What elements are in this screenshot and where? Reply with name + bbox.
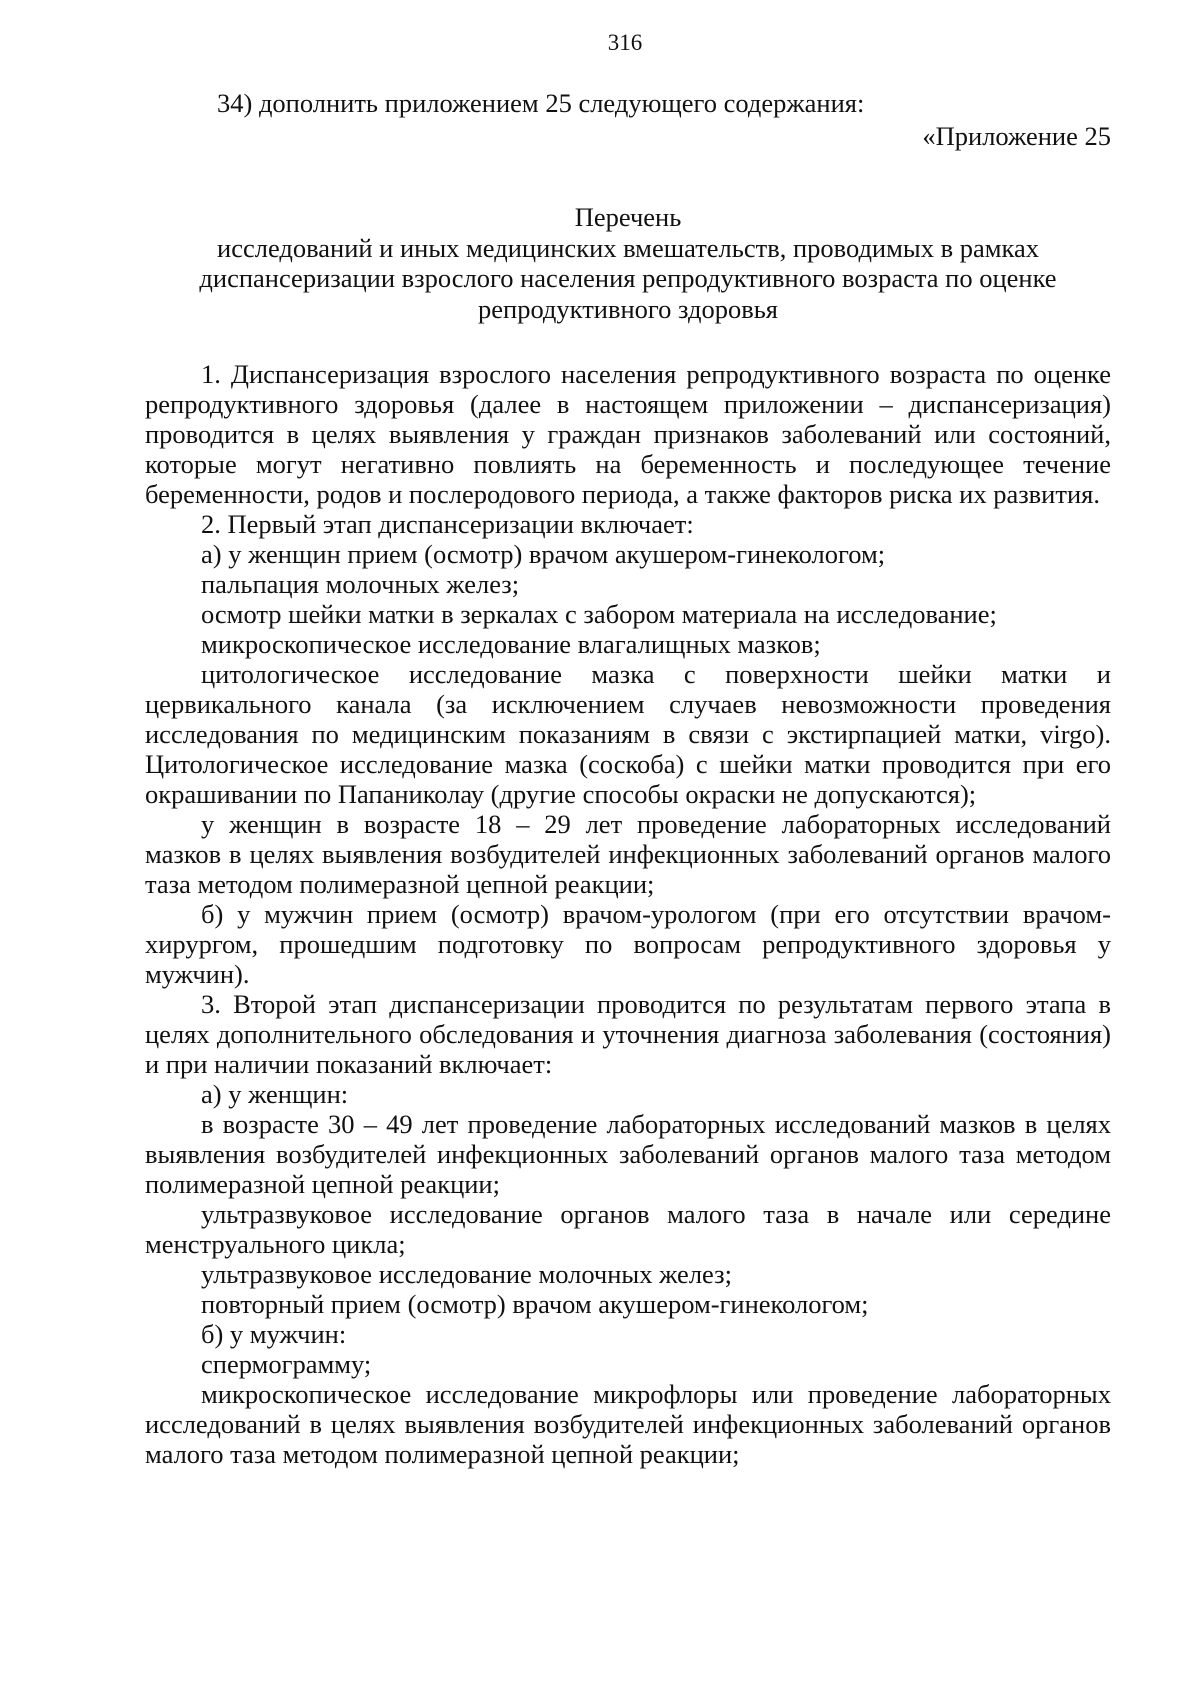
paragraph-3b: б) у мужчин: (201, 1319, 347, 1349)
list-item: спермограмму; (201, 1349, 372, 1379)
document-content (145, 88, 1111, 1469)
amendment-intro: 34) дополнить приложением 25 следующего содержания: (217, 88, 865, 118)
title-subheading: исследований и иных медицинских вмешательств, проводимых в рамках диспансеризации взрослого населения репродуктивного возраста по оценке репродуктивного здоровья (199, 232, 1057, 324)
list-item: в возрасте 30 – 49 лет проведение лабораторных исследований мазков в целях выявления возбудителей инфекционных заболеваний органов малого таза методом полимеразной цепной реакции; (145, 1109, 1111, 1199)
list-item: повторный прием (осмотр) врачом акушером-гинекологом; (201, 1289, 869, 1319)
list-item: ультразвуковое исследование молочных желез; (201, 1259, 732, 1289)
paragraph-1: 1. Диспансеризация взрослого населения репродуктивного возраста по оценке репродуктивного здоровья (далее в настоящем приложении – диспансеризация) проводится в целях выявления у граждан признаков заболеваний или состояний, которые могут негативно повлиять на беременность и последующее течение беременности, родов и послеродового периода, а также факторов риска их развития. (145, 359, 1111, 509)
paragraph-3: 3. Второй этап диспансеризации проводится по результатам первого этапа в целях дополнительного обследования и уточнения диагноза заболевания (состояния) и при наличии показаний включает: (145, 989, 1111, 1079)
title-heading: Перечень (574, 202, 682, 232)
list-item: у женщин в возрасте 18 – 29 лет проведение лабораторных исследований мазков в целях выявления возбудителей инфекционных заболеваний органов малого таза методом полимеразной цепной реакции; (145, 809, 1111, 899)
paragraph-2a: а) у женщин прием (осмотр) врачом акушером-гинекологом; (201, 539, 886, 569)
appendix-label: «Приложение 25 (922, 121, 1111, 151)
paragraph-2b: б) у мужчин прием (осмотр) врачом-урологом (при его отсутствии врачом-хирургом, прошедшим подготовку по вопросам репродуктивного здоровья у мужчин). (145, 899, 1111, 989)
body-text (145, 359, 1111, 1469)
list-item: ультразвуковое исследование органов малого таза в начале или середине менструального цикла; (145, 1199, 1111, 1259)
list-item: микроскопическое исследование микрофлоры или проведение лабораторных исследований в целях выявления возбудителей инфекционных заболеваний органов малого таза методом полимеразной цепной реакции; (145, 1379, 1111, 1469)
list-item: цитологическое исследование мазка с поверхности шейки матки и цервикального канала (за исключением случаев невозможности проведения исследования по медицинским показаниям в связи с экстирпацией матки, virgo). Цитологическое исследование мазка (соскоба) с шейки матки проводится при его окрашивании по Папаниколау (другие способы окраски не допускаются); (145, 659, 1111, 809)
list-item: пальпация молочных желез; (201, 569, 520, 599)
paragraph-2: 2. Первый этап диспансеризации включает: (201, 509, 694, 539)
page-number: 316 (607, 30, 643, 55)
paragraph-3a: а) у женщин: (201, 1079, 349, 1109)
list-item: осмотр шейки матки в зеркалах с забором материала на исследование; (201, 599, 997, 629)
list-item: микроскопическое исследование влагалищных мазков; (201, 629, 821, 659)
document-title (145, 202, 1111, 324)
